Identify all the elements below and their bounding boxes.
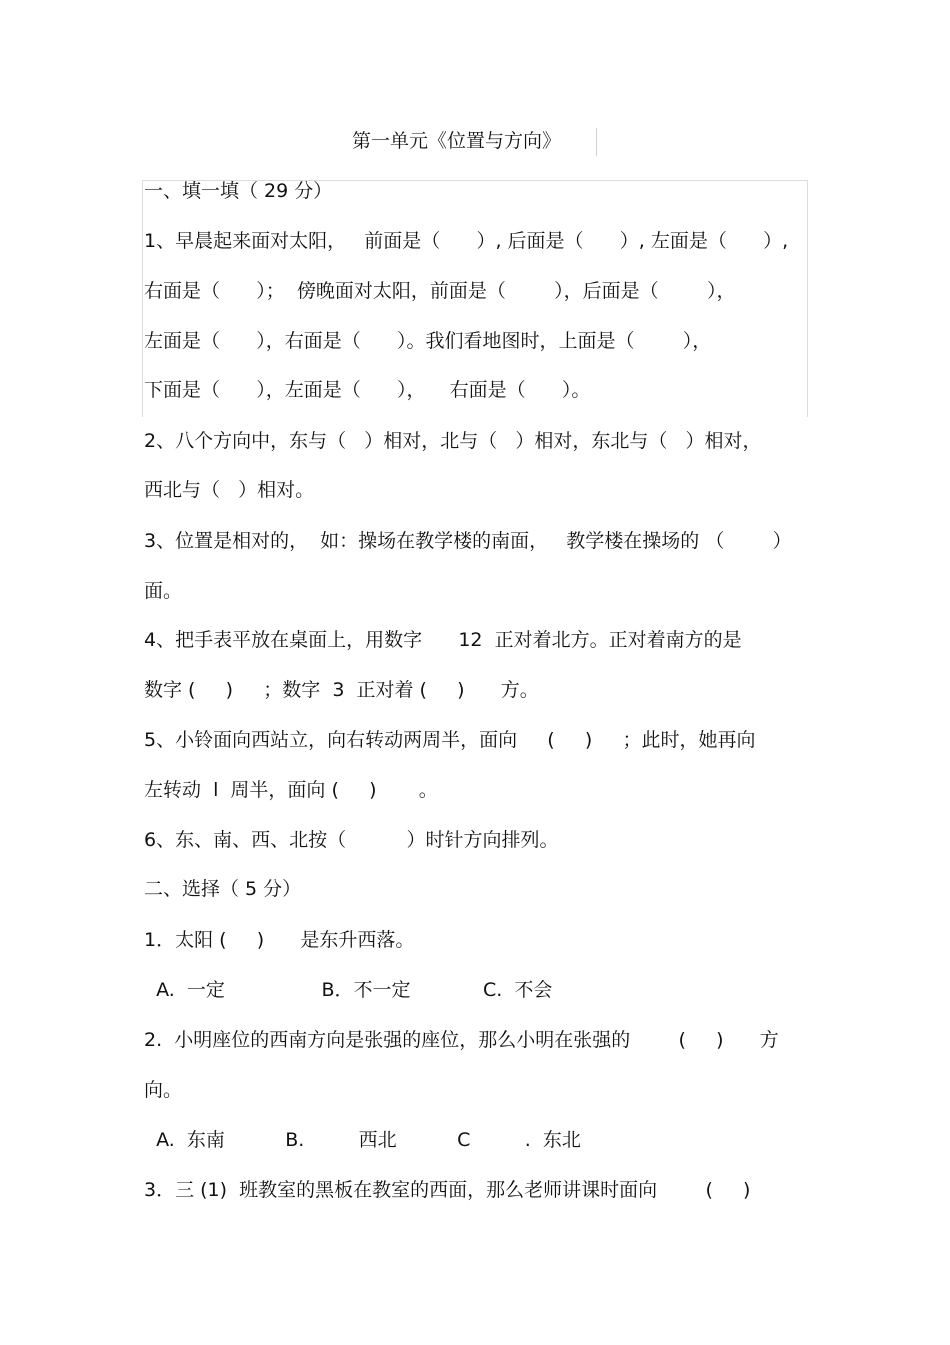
choice-q2-line-1: 2. 小明座位的西南方向是张强的座位，那么小明在张强的 ( ) 方 (144, 1029, 779, 1051)
q2-line-2: 西北与（ ）相对。 (144, 479, 315, 501)
q1-line-2: 右面是（ ）； 傍晚面对太阳，前面是（ ），后面是（ ）， (144, 280, 736, 302)
q3-line-2: 面。 (144, 580, 183, 602)
choice-q3: 3．三 (1) 班教室的黑板在教室的西面，那么老师讲课时面向 ( ) (144, 1179, 751, 1201)
choice-q1: 1．太阳 ( ) 是东升西落。 (144, 929, 415, 951)
q6-line-1: 6、东、南、西、北按（ ）时针方向排列。 (144, 829, 559, 851)
q2-line-1: 2、八个方向中，东与（ ）相对，北与（ ）相对，东北与（ ）相对， (144, 430, 762, 452)
choice-q2-options: A. 东南 B. 西北 C . 东北 (144, 1129, 581, 1151)
choice-q1-options: A. 一定 B．不一定 C. 不会 (144, 979, 553, 1001)
section2-heading: 二、选择（ 5 分） (144, 878, 302, 900)
q4-line-2: 数字 ( ) ；数字 3 正对着 ( ) 方。 (144, 679, 539, 701)
section1-heading: 一、填一填（ 29 分） (144, 180, 333, 202)
choice-q2-line-2: 向。 (144, 1079, 183, 1101)
q5-line-1: 5、小铃面向西站立，向右转动两周半，面向 ( ) ；此时，她再向 (144, 729, 756, 751)
q4-line-1: 4、把手表平放在桌面上，用数字 12 正对着北方。正对着南方的是 (144, 629, 742, 651)
document-title: 第一单元《位置与方向》 (352, 130, 562, 152)
q1-line-1: 1、早晨起来面对太阳， 前面是（ ）, 后面是（ ）, 左面是（ ）, (144, 230, 789, 252)
q3-line-1: 3、位置是相对的， 如：操场在教学楼的南面， 教学楼在操场的 （ ） (144, 530, 792, 552)
q5-line-2: 左转动 l 周半，面向 ( ) 。 (144, 779, 438, 801)
q1-line-4: 下面是（ ），左面是（ ）， 右面是（ ）。 (144, 379, 591, 401)
q1-line-3: 左面是（ ），右面是（ ）。我们看地图时，上面是（ ）， (144, 330, 712, 352)
